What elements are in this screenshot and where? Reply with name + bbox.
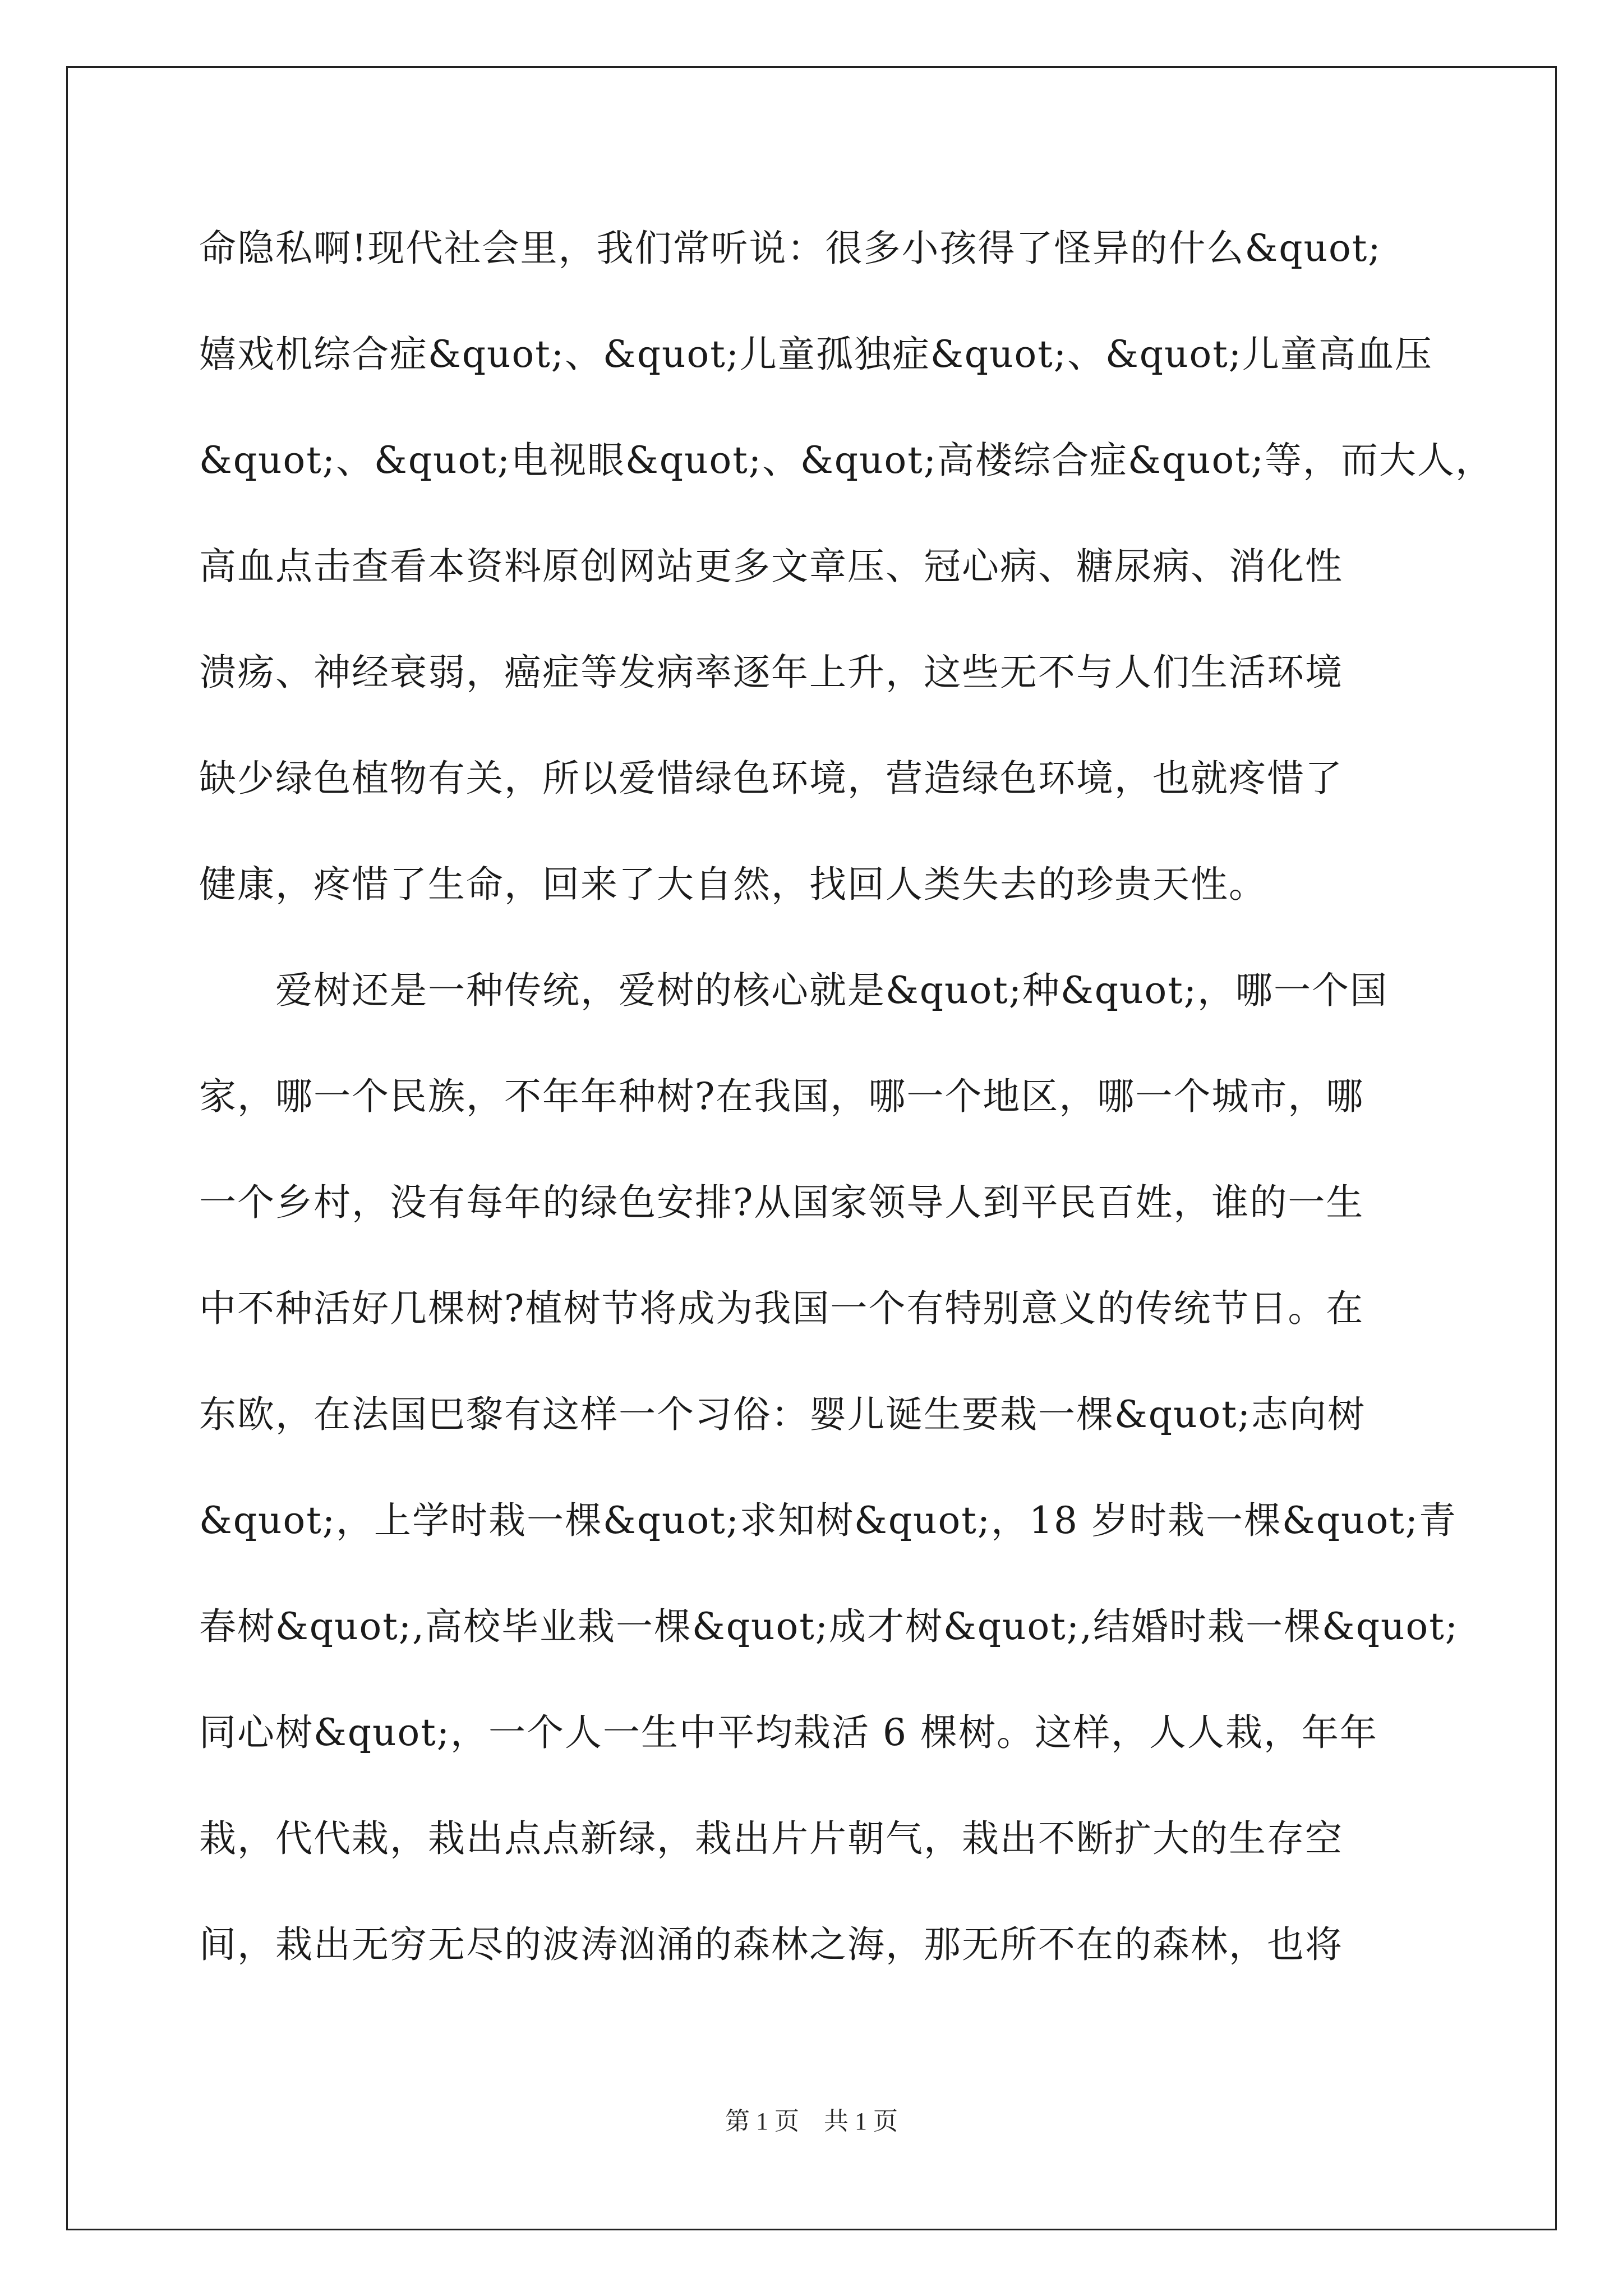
text-line: 溃疡、神经衰弱，癌症等发病率逐年上升，这些无不与人们生活环境	[199, 651, 1343, 694]
text-line: 家，哪一个民族，不年年种树?在我国，哪一个地区，哪一个城市，哪	[199, 1075, 1364, 1118]
text-line: 春树&quot;,高校毕业栽一棵&quot;成才树&quot;,结婚时栽一棵&quot;	[199, 1605, 1459, 1648]
text-line: 东欧，在法国巴黎有这样一个习俗：婴儿诞生要栽一棵&quot;志向树	[199, 1393, 1366, 1436]
text-line: &quot;、&quot;电视眼&quot;、&quot;高楼综合症&quot;等，而大人，	[199, 439, 1493, 482]
text-line: 高血点击查看本资料原创网站更多文章压、冠心病、糖尿病、消化性	[199, 545, 1343, 588]
document-body	[199, 215, 1493, 2017]
text-line: 栽，代代栽，栽出点点新绿，栽出片片朝气，栽出不断扩大的生存空	[199, 1817, 1343, 1860]
text-line: 健康，疼惜了生命，回来了大自然，找回人类失去的珍贵天性。	[199, 863, 1267, 906]
text-line: 缺少绿色植物有关，所以爱惜绿色环境，营造绿色环境，也就疼惜了	[199, 757, 1343, 800]
text-line: &quot;，上学时栽一棵&quot;求知树&quot;，18 岁时栽一棵&quot;青	[199, 1499, 1457, 1542]
text-line: 爱树还是一种传统，爱树的核心就是&quot;种&quot;，哪一个国	[199, 969, 1388, 1012]
text-line: 中不种活好几棵树?植树节将成为我国一个有特别意义的传统节日。在	[199, 1287, 1364, 1330]
text-line: 同心树&quot;，一个人一生中平均栽活 6 棵树。这样，人人栽，年年	[199, 1711, 1378, 1754]
page-number: 第 1 页 共 1 页	[725, 2108, 898, 2135]
text-line: 间，栽出无穷无尽的波涛汹涌的森林之海，那无所不在的森林，也将	[199, 1923, 1343, 1966]
text-line: 一个乡村，没有每年的绿色安排?从国家领导人到平民百姓，谁的一生	[199, 1181, 1364, 1224]
text-line: 嬉戏机综合症&quot;、&quot;儿童孤独症&quot;、&quot;儿童高血压	[199, 333, 1433, 376]
text-line: 命隐私啊!现代社会里，我们常听说：很多小孩得了怪异的什么&quot;	[199, 227, 1382, 270]
